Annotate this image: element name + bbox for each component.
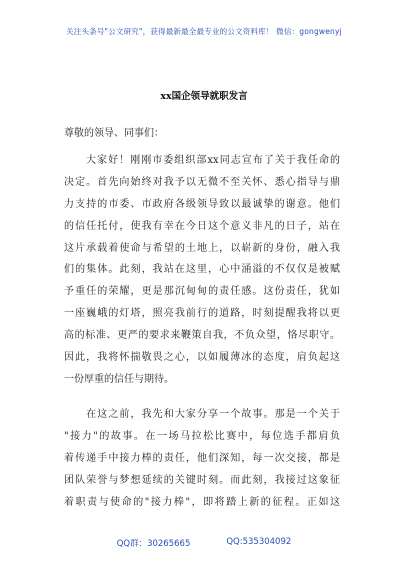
paragraph-line: 一座巍峨的灯塔，照亮我前行的道路，时刻提醒我将以更	[64, 308, 340, 320]
document-title: xx国企领导就职发言	[160, 91, 248, 102]
paragraph-line: 予重任的荣耀，更是那沉甸甸的责任感。这份责任，犹如	[64, 286, 340, 298]
qq-contact-text: QQ:535304092	[226, 537, 292, 547]
paragraph-line: 在这之前，我先和大家分享一个故事。那是一个关于	[64, 409, 340, 420]
greeting: 尊敬的领导、同事们：	[64, 128, 164, 139]
paragraph-line: 的信任托付，使我有幸在今日这个意义非凡的日子，站在	[64, 220, 340, 232]
paragraph-line: 一份厚重的信任与期待。	[64, 373, 174, 385]
paragraph-line: 着职责与使命的"接力棒"，即将踏上新的征程。正如这	[64, 496, 340, 508]
paragraph-line: 因此，我将怀揣敬畏之心，以如履薄冰的态度，肩负起这	[64, 352, 340, 364]
paragraph-line: 这片承载着使命与希望的土地上，以崭新的身份，融入我	[64, 242, 340, 254]
qq-group-text: QQ群：30265665	[116, 539, 191, 549]
paragraph-line: 决定。首先向始终对我予以无微不至关怀、悉心指导与鼎	[64, 176, 340, 188]
paragraph-line: "接力"的故事。在一场马拉松比赛中，每位选手都肩负	[64, 430, 340, 442]
header-banner: 关注头条号"公文研究"，获得最新最全最专业的公文资料库！ 微信：gongwenyj	[66, 27, 342, 36]
paragraph-line: 高的标准、更严的要求来鞭策自我，不负众望，恪尽职守。	[64, 330, 340, 342]
paragraph-line: 团队荣誉与梦想延续的关键时刻。而此刻，我接过这象征	[64, 474, 340, 486]
paragraph-1	[64, 150, 340, 391]
paragraph-2	[64, 404, 340, 513]
footer	[0, 537, 408, 549]
paragraph-line: 们的集体。此刻，我站在这里，心中涌溢的不仅仅是被赋	[64, 264, 340, 276]
paragraph-line: 大家好！刚刚市委组织部xx同志宣布了关于我任命的	[64, 155, 340, 166]
paragraph-line: 着传递手中接力棒的责任，他们深知，每一次交接，都是	[64, 452, 340, 464]
paragraph-line: 力支持的市委、市政府各级领导致以最诚挚的谢意。他们	[64, 198, 340, 210]
